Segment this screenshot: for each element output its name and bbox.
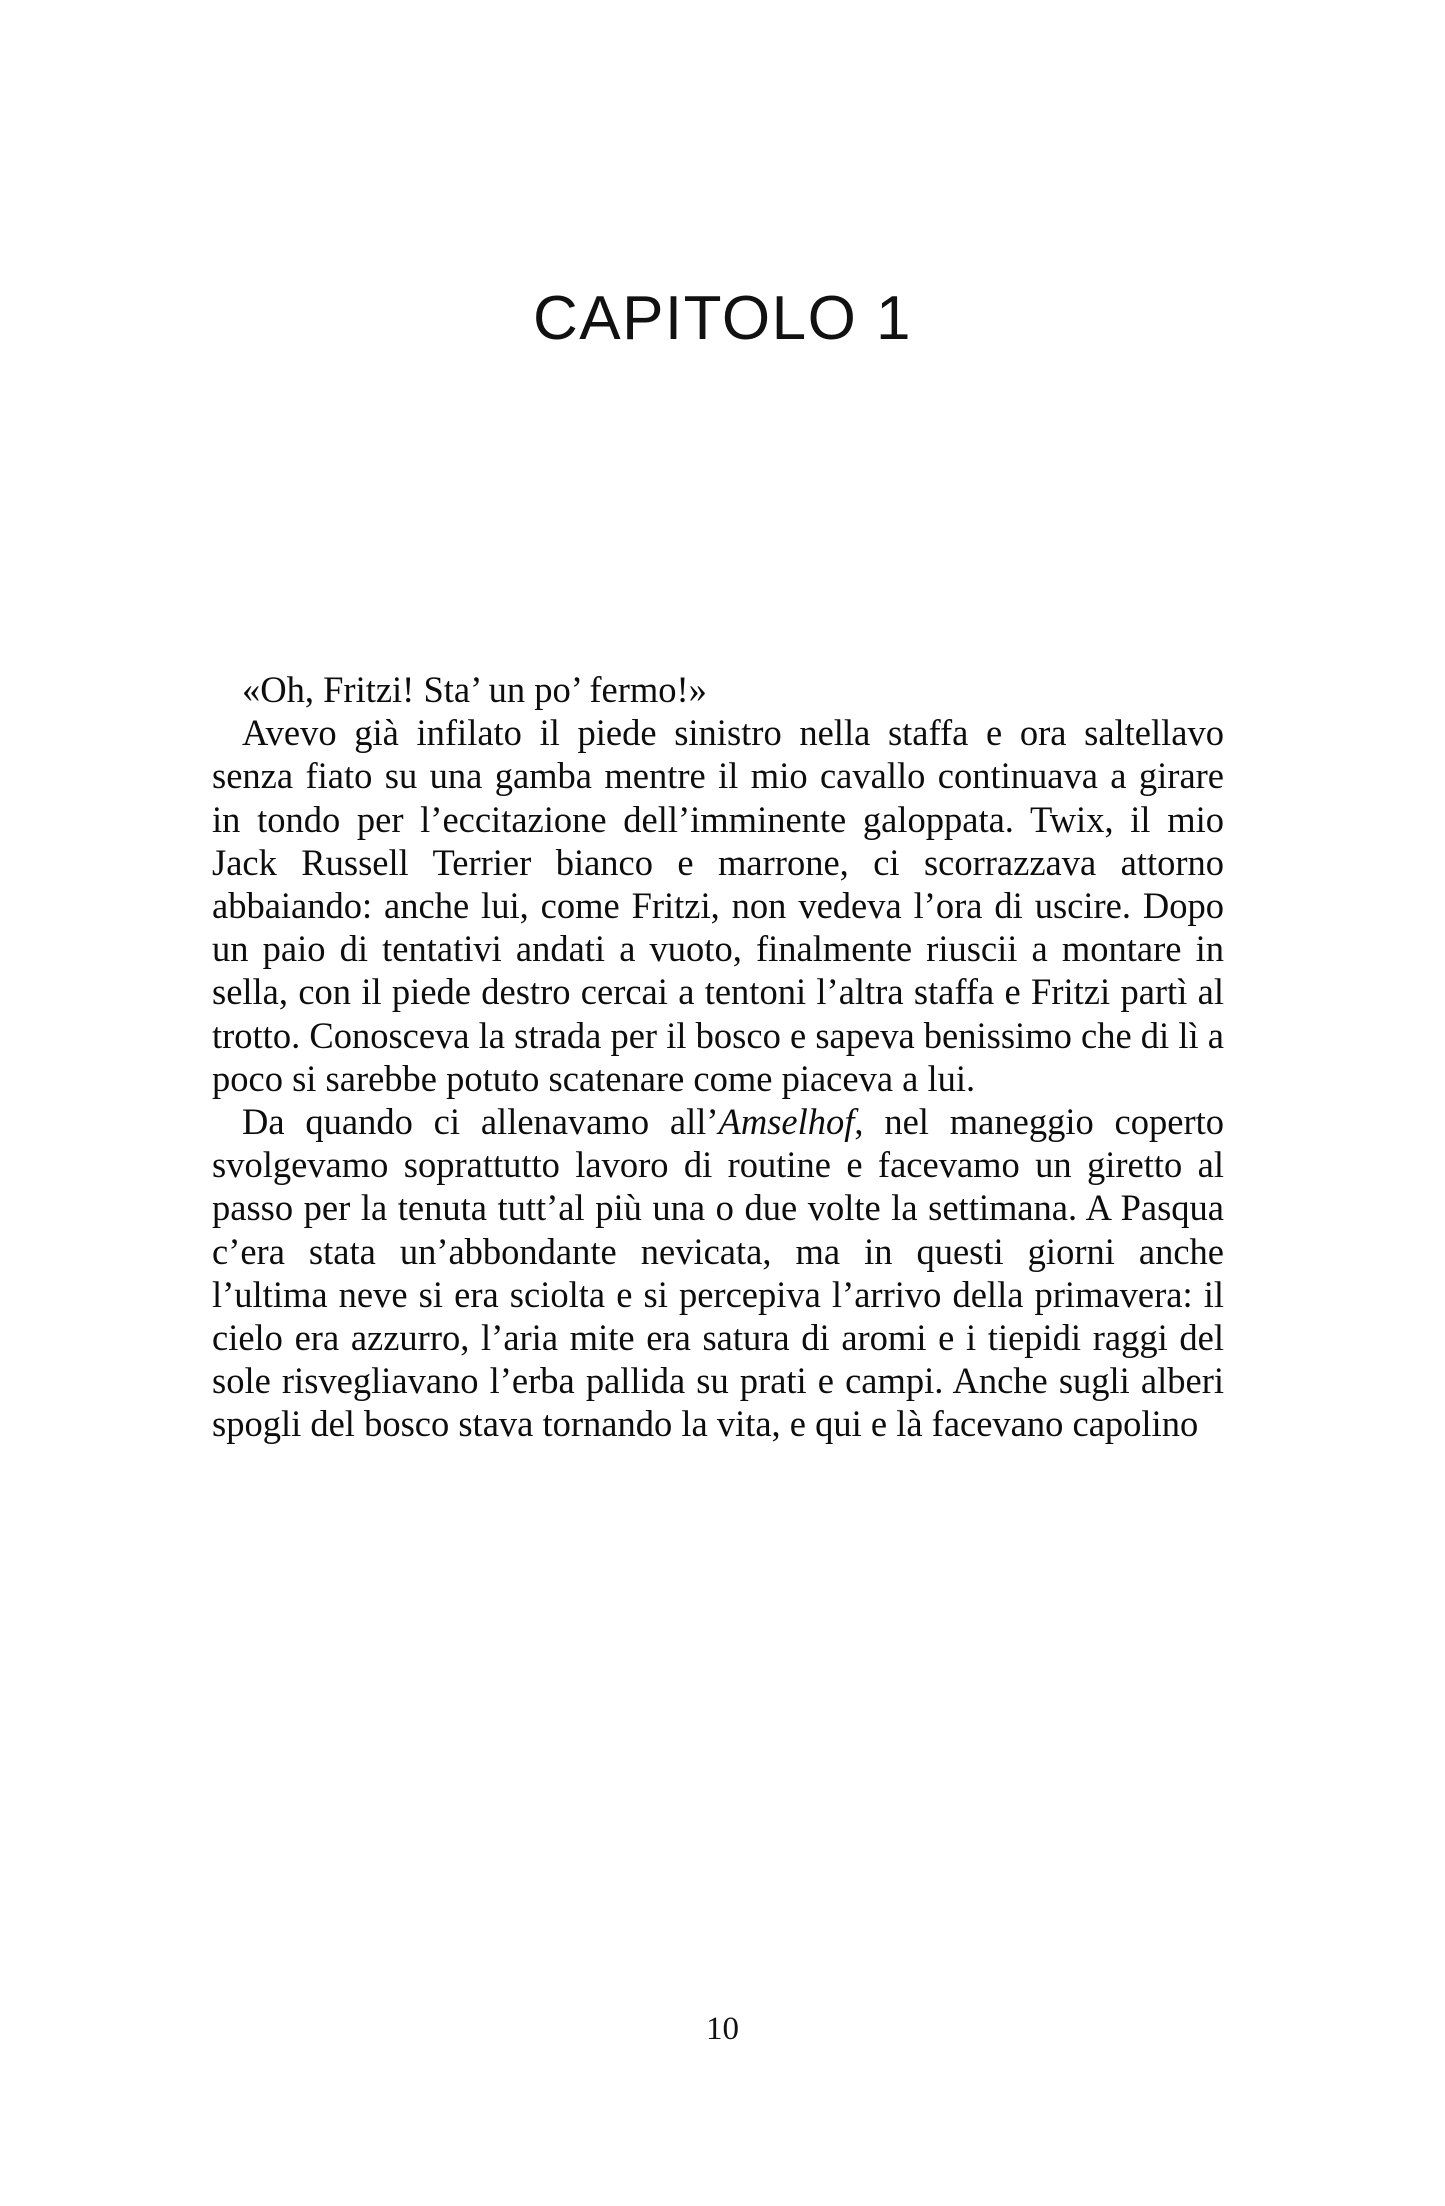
- text-run: , nel maneggio coperto svolgevamo soprattutto lavoro di routine e facevamo un giretto al passo per la tenuta tutt’al più una o due volte la settimana. A Pasqua c’era stata un’abbondante nevicata, ma in questi giorni anche l’ultima neve si era sciolta e si percepiva l’arrivo della primavera: il cielo era azzurro, l’aria mite era satura di aromi e i tiepidi raggi del sole risvegliavano l’erba pallida su prati e campi. Anche sugli alberi spogli del bosco stava tornando la vita, e qui e là facevano capolino: [212, 1101, 1224, 1445]
- page-title: CAPITOLO 1: [532, 283, 913, 353]
- text-run: Da quando ci allenavamo all’: [242, 1101, 719, 1143]
- italic-term: Amselhof: [718, 1101, 855, 1143]
- body-text: [212, 668, 1224, 1446]
- text-run: Avevo già infilato il piede sinistro nella staffa e ora saltellavo senza fiato su una gamba mentre il mio cavallo continuava a girare in tondo per l’eccitazione dell’imminente galoppata. Twix, il mio Jack Russell Terrier bianco e marrone, ci scorrazzava attorno abbaiando: anche lui, come Fritzi, non vedeva l’ora di uscire. Dopo un paio di tentativi andati a vuoto, finalmente riuscii a montare in sella, con il piede destro cercai a tentoni l’altra staffa e Fritzi partì al trotto. Conosceva la strada per il bosco e sapeva benissimo che di lì a poco si sarebbe potuto scatenare come piaceva a lui.: [212, 712, 1224, 1099]
- paragraph-1: [212, 668, 1224, 1100]
- text-run: «Oh, Fritzi! Sta’ un po’ fermo!»: [242, 669, 707, 710]
- paragraph-2: [212, 1100, 1224, 1446]
- page-number: 10: [706, 2011, 739, 2047]
